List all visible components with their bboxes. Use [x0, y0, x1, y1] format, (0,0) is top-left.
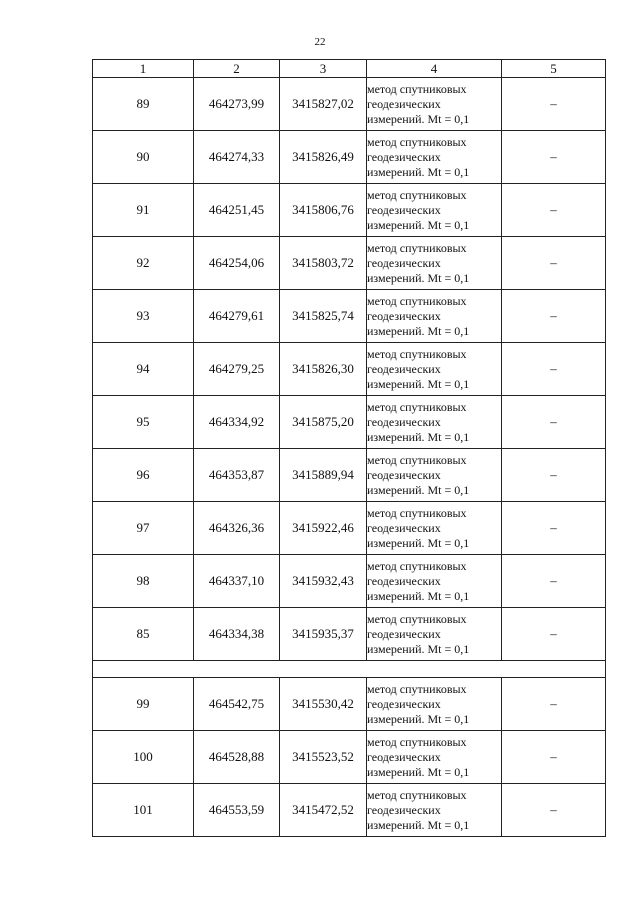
method-text-line: измерений. Mt = 0,1 — [367, 482, 470, 497]
method-text-line: измерений. Mt = 0,1 — [367, 376, 470, 391]
x-coordinate-cell: 464251,45 — [194, 184, 280, 237]
method-text-line: измерений. Mt = 0,1 — [367, 535, 470, 550]
accuracy-dash-cell: – — [502, 608, 606, 661]
y-coordinate-cell: 3415827,02 — [280, 78, 367, 131]
accuracy-dash-cell: – — [502, 396, 606, 449]
point-number-cell: 94 — [93, 343, 194, 396]
table-row — [93, 396, 606, 449]
method-cell — [367, 608, 502, 661]
table-row — [93, 608, 606, 661]
x-coordinate-cell: 464334,38 — [194, 608, 280, 661]
point-number-cell: 95 — [93, 396, 194, 449]
accuracy-dash-cell: – — [502, 449, 606, 502]
y-coordinate-cell: 3415889,94 — [280, 449, 367, 502]
x-coordinate-cell: 464273,99 — [194, 78, 280, 131]
x-coordinate-cell: 464528,88 — [194, 731, 280, 784]
method-cell — [367, 343, 502, 396]
point-number-cell: 91 — [93, 184, 194, 237]
accuracy-dash-cell: – — [502, 78, 606, 131]
accuracy-dash-cell: – — [502, 784, 606, 837]
table-row — [93, 131, 606, 184]
y-coordinate-cell: 3415472,52 — [280, 784, 367, 837]
table-row — [93, 343, 606, 396]
point-number-cell: 96 — [93, 449, 194, 502]
method-text-line: геодезических — [367, 520, 441, 535]
y-coordinate-cell: 3415806,76 — [280, 184, 367, 237]
accuracy-dash-cell: – — [502, 184, 606, 237]
method-text-line: геодезических — [367, 467, 441, 482]
coordinates-table — [92, 59, 606, 837]
page-number: 22 — [314, 36, 326, 48]
y-coordinate-cell: 3415826,49 — [280, 131, 367, 184]
x-coordinate-cell: 464279,25 — [194, 343, 280, 396]
point-number-cell: 101 — [93, 784, 194, 837]
y-coordinate-cell: 3415922,46 — [280, 502, 367, 555]
x-coordinate-cell: 464254,06 — [194, 237, 280, 290]
method-text-line: геодезических — [367, 149, 441, 164]
method-text-line: геодезических — [367, 414, 441, 429]
y-coordinate-cell: 3415825,74 — [280, 290, 367, 343]
method-text-line: измерений. Mt = 0,1 — [367, 217, 470, 232]
method-text-line: метод спутниковых — [367, 734, 467, 749]
accuracy-dash-cell: – — [502, 555, 606, 608]
method-text-line: метод спутниковых — [367, 787, 467, 802]
method-text-line: измерений. Mt = 0,1 — [367, 711, 470, 726]
table-row — [93, 237, 606, 290]
method-text-line: метод спутниковых — [367, 611, 467, 626]
x-coordinate-cell: 464279,61 — [194, 290, 280, 343]
method-text-line: измерений. Mt = 0,1 — [367, 817, 470, 832]
group-separator-row — [93, 661, 606, 678]
x-coordinate-cell: 464326,36 — [194, 502, 280, 555]
method-text-line: геодезических — [367, 202, 441, 217]
accuracy-dash-cell: – — [502, 678, 606, 731]
method-text-line: геодезических — [367, 308, 441, 323]
point-number-cell: 99 — [93, 678, 194, 731]
method-text-line: геодезических — [367, 255, 441, 270]
x-coordinate-cell: 464353,87 — [194, 449, 280, 502]
column-header: 4 — [367, 60, 502, 78]
method-text-line: геодезических — [367, 802, 441, 817]
point-number-cell: 92 — [93, 237, 194, 290]
method-cell — [367, 731, 502, 784]
method-text-line: измерений. Mt = 0,1 — [367, 429, 470, 444]
x-coordinate-cell: 464553,59 — [194, 784, 280, 837]
x-coordinate-cell: 464334,92 — [194, 396, 280, 449]
method-cell — [367, 184, 502, 237]
method-text-line: геодезических — [367, 96, 441, 111]
point-number-cell: 85 — [93, 608, 194, 661]
method-cell — [367, 237, 502, 290]
table-row — [93, 784, 606, 837]
method-cell — [367, 678, 502, 731]
separator-cell — [93, 661, 606, 678]
accuracy-dash-cell: – — [502, 343, 606, 396]
method-text-line: метод спутниковых — [367, 681, 467, 696]
table-header-row — [93, 60, 606, 78]
table-row — [93, 449, 606, 502]
column-header: 1 — [93, 60, 194, 78]
y-coordinate-cell: 3415935,37 — [280, 608, 367, 661]
y-coordinate-cell: 3415932,43 — [280, 555, 367, 608]
method-cell — [367, 784, 502, 837]
point-number-cell: 100 — [93, 731, 194, 784]
accuracy-dash-cell: – — [502, 290, 606, 343]
x-coordinate-cell: 464542,75 — [194, 678, 280, 731]
method-text-line: метод спутниковых — [367, 399, 467, 414]
method-text-line: метод спутниковых — [367, 134, 467, 149]
accuracy-dash-cell: – — [502, 731, 606, 784]
accuracy-dash-cell: – — [502, 131, 606, 184]
method-cell — [367, 131, 502, 184]
y-coordinate-cell: 3415875,20 — [280, 396, 367, 449]
table-row — [93, 78, 606, 131]
table-row — [93, 502, 606, 555]
method-text-line: измерений. Mt = 0,1 — [367, 270, 470, 285]
method-text-line: метод спутниковых — [367, 293, 467, 308]
table-row — [93, 731, 606, 784]
method-text-line: геодезических — [367, 696, 441, 711]
method-text-line: измерений. Mt = 0,1 — [367, 323, 470, 338]
column-header: 5 — [502, 60, 606, 78]
method-text-line: геодезических — [367, 361, 441, 376]
method-text-line: измерений. Mt = 0,1 — [367, 764, 470, 779]
method-text-line: измерений. Mt = 0,1 — [367, 641, 470, 656]
method-cell — [367, 78, 502, 131]
point-number-cell: 93 — [93, 290, 194, 343]
method-text-line: метод спутниковых — [367, 240, 467, 255]
point-number-cell: 90 — [93, 131, 194, 184]
method-text-line: метод спутниковых — [367, 452, 467, 467]
column-header: 2 — [194, 60, 280, 78]
method-text-line: измерений. Mt = 0,1 — [367, 164, 470, 179]
method-text-line: метод спутниковых — [367, 346, 467, 361]
table-row — [93, 678, 606, 731]
method-text-line: геодезических — [367, 626, 441, 641]
table-row — [93, 290, 606, 343]
method-text-line: метод спутниковых — [367, 187, 467, 202]
y-coordinate-cell: 3415803,72 — [280, 237, 367, 290]
method-text-line: геодезических — [367, 573, 441, 588]
method-cell — [367, 555, 502, 608]
x-coordinate-cell: 464337,10 — [194, 555, 280, 608]
column-header: 3 — [280, 60, 367, 78]
table-row — [93, 184, 606, 237]
table-row — [93, 555, 606, 608]
method-cell — [367, 449, 502, 502]
y-coordinate-cell: 3415826,30 — [280, 343, 367, 396]
point-number-cell: 89 — [93, 78, 194, 131]
accuracy-dash-cell: – — [502, 502, 606, 555]
y-coordinate-cell: 3415530,42 — [280, 678, 367, 731]
method-text-line: метод спутниковых — [367, 81, 467, 96]
method-text-line: метод спутниковых — [367, 558, 467, 573]
method-cell — [367, 502, 502, 555]
method-cell — [367, 396, 502, 449]
point-number-cell: 97 — [93, 502, 194, 555]
method-cell — [367, 290, 502, 343]
accuracy-dash-cell: – — [502, 237, 606, 290]
x-coordinate-cell: 464274,33 — [194, 131, 280, 184]
method-text-line: измерений. Mt = 0,1 — [367, 111, 470, 126]
y-coordinate-cell: 3415523,52 — [280, 731, 367, 784]
method-text-line: метод спутниковых — [367, 505, 467, 520]
point-number-cell: 98 — [93, 555, 194, 608]
method-text-line: геодезических — [367, 749, 441, 764]
method-text-line: измерений. Mt = 0,1 — [367, 588, 470, 603]
